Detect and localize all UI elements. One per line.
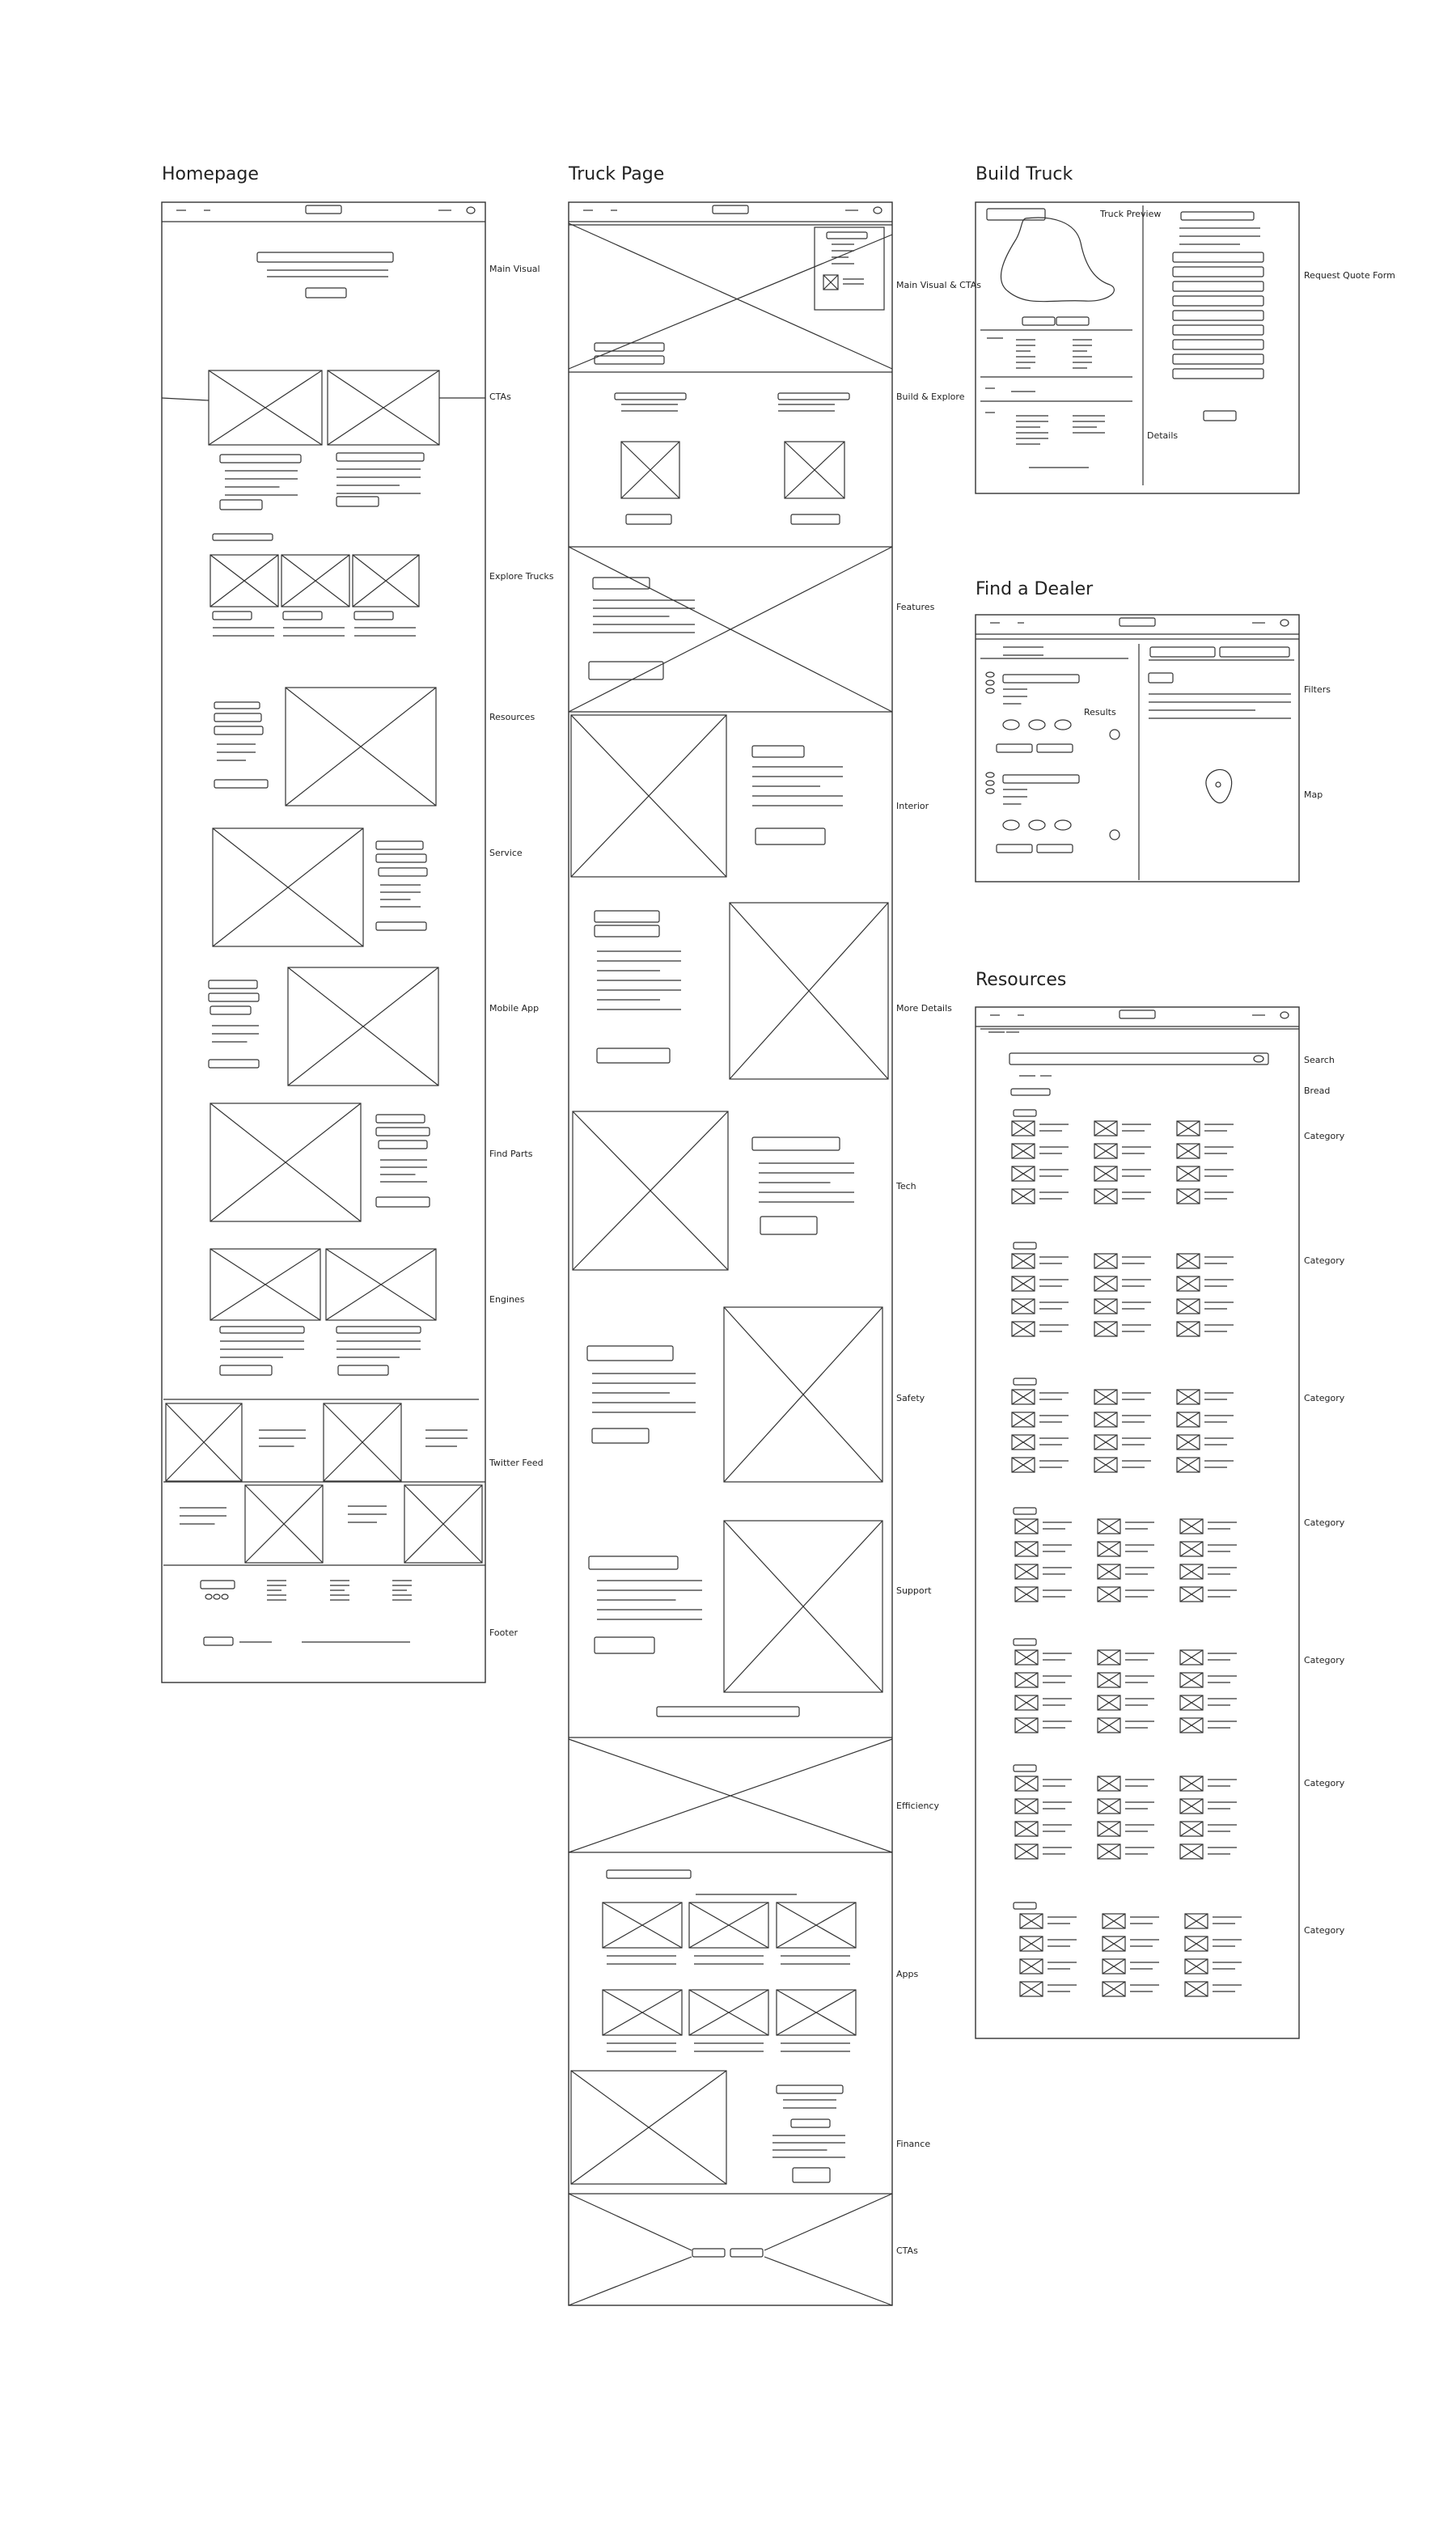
- rs-search-bar: [1009, 1053, 1268, 1064]
- hp-parts-button: [376, 1197, 430, 1207]
- fd-result-badge: [1029, 720, 1045, 730]
- hp-footer-logo: [201, 1581, 235, 1589]
- rs-breadcrumb-current: [1011, 1089, 1050, 1095]
- build-truck-title: Build Truck: [976, 164, 1073, 184]
- bt-form-field: [1173, 267, 1263, 277]
- homepage-title: Homepage: [162, 164, 259, 184]
- tp-label-safety: Safety: [896, 1393, 925, 1403]
- hp-label-mobile-app: Mobile App: [489, 1003, 540, 1014]
- tp-label-ctas: CTAs: [896, 2245, 918, 2256]
- hp-cta-title-2: [336, 453, 424, 461]
- nav-icon: [874, 207, 882, 214]
- hp-label-ctas: CTAs: [489, 392, 511, 402]
- tp-hero-button-2: [595, 356, 664, 364]
- fd-filter-1: [1150, 647, 1215, 657]
- fd-filter-tag: [1149, 673, 1173, 683]
- fd-result-badge: [1029, 820, 1045, 830]
- nav-icon: [1280, 1012, 1289, 1018]
- tp-cta-button-1: [692, 2249, 725, 2257]
- hp-engine-button-2: [338, 1365, 388, 1375]
- tp-explore-button: [791, 514, 840, 524]
- nav-logo: [1120, 1010, 1155, 1018]
- hp-label-service: Service: [489, 848, 523, 858]
- hp-label-resources: Resources: [489, 712, 535, 722]
- hp-service-tag-2: [376, 854, 426, 862]
- hp-label-explore-trucks: Explore Trucks: [489, 571, 554, 582]
- rs-label-category-2: Category: [1304, 1255, 1345, 1266]
- rs-category-heading: [1014, 1110, 1036, 1116]
- hp-cta-title-1: [220, 455, 301, 463]
- hp-label-engines: Engines: [489, 1294, 525, 1305]
- fd-result-pin: [1110, 830, 1120, 840]
- tp-apps-heading: [607, 1870, 691, 1878]
- hp-app-tag-2: [209, 993, 259, 1001]
- tp-label-tech: Tech: [896, 1181, 916, 1191]
- tp-safety-button: [592, 1428, 649, 1443]
- fd-result-icon: [986, 680, 994, 685]
- bt-form-field: [1173, 325, 1263, 335]
- bt-form-field: [1173, 281, 1263, 291]
- bt-option-1: [1022, 317, 1055, 325]
- tp-cta-curve: [764, 2257, 892, 2305]
- bt-form-field: [1173, 369, 1263, 379]
- tp-label-features: Features: [896, 602, 935, 612]
- tp-build-heading: [615, 393, 686, 400]
- fd-result-icon: [986, 688, 994, 693]
- rs-label-category-4: Category: [1304, 1517, 1345, 1528]
- bt-truck-preview-sketch: [1001, 218, 1114, 302]
- nav-icon: [1280, 620, 1289, 626]
- bt-form-field: [1173, 252, 1263, 262]
- hp-app-tag-1: [209, 980, 257, 988]
- hp-engine-button-1: [220, 1365, 272, 1375]
- rs-label-category-5: Category: [1304, 1655, 1345, 1666]
- hp-app-tag-3: [210, 1006, 251, 1014]
- hp-resources-tag-3: [214, 726, 263, 734]
- bt-label-truck-preview: Truck Preview: [1100, 209, 1162, 219]
- tp-label-support: Support: [896, 1585, 932, 1596]
- tp-safety-heading: [587, 1346, 673, 1361]
- fd-result-icon: [986, 672, 994, 677]
- tp-finance-tag: [791, 2119, 830, 2127]
- hp-truck-label-1: [213, 612, 252, 620]
- hp-service-tag-3: [379, 868, 427, 876]
- rs-search-icon: [1254, 1056, 1263, 1062]
- hp-resources-tag-2: [214, 713, 261, 722]
- fd-result-badge: [1055, 720, 1071, 730]
- tp-label-more-details: More Details: [896, 1003, 952, 1014]
- rs-label-bread: Bread: [1304, 1086, 1331, 1096]
- bt-label-details: Details: [1147, 430, 1179, 441]
- hp-label-footer: Footer: [489, 1627, 518, 1638]
- rs-category-heading: [1014, 1903, 1036, 1909]
- fd-result-button-1: [997, 844, 1032, 853]
- tp-finance-heading: [777, 2085, 843, 2093]
- rs-category-heading: [1014, 1765, 1036, 1771]
- fd-result-badge: [1003, 820, 1019, 830]
- bt-form-field: [1173, 340, 1263, 349]
- fd-result-badge: [1003, 720, 1019, 730]
- bt-logo: [987, 209, 1045, 220]
- hp-cta-button-2: [336, 497, 379, 506]
- tp-label-main-visual-ctas: Main Visual & CTAs: [896, 280, 981, 290]
- nav-icon: [467, 207, 475, 214]
- tp-details-heading-1: [595, 911, 659, 922]
- nav-logo: [1120, 618, 1155, 626]
- hp-parts-tag-2: [376, 1128, 430, 1136]
- fd-filter-2: [1220, 647, 1289, 657]
- tp-label-build-explore: Build & Explore: [896, 392, 965, 402]
- tp-cta-curve: [569, 2257, 692, 2305]
- bt-form-field: [1173, 311, 1263, 320]
- rs-label-category-3: Category: [1304, 1393, 1345, 1403]
- hp-footer-social-icon: [205, 1594, 212, 1599]
- hp-resources-tag-1: [214, 702, 260, 709]
- bt-label-request-quote-form: Request Quote Form: [1304, 270, 1395, 281]
- bt-form-field: [1173, 296, 1263, 306]
- hp-label-main-visual: Main Visual: [489, 264, 540, 274]
- tp-details-button: [597, 1048, 670, 1063]
- tp-support-heading: [589, 1556, 678, 1569]
- tp-support-button: [595, 1637, 654, 1653]
- fd-result-button-2: [1037, 744, 1073, 752]
- fd-result-button-2: [1037, 844, 1073, 853]
- rs-label-category-1: Category: [1304, 1131, 1345, 1141]
- hp-parts-tag-1: [376, 1115, 425, 1123]
- hp-parts-tag-3: [379, 1141, 427, 1149]
- hp-footer-social-icon: [222, 1594, 228, 1599]
- tp-details-heading-2: [595, 925, 659, 937]
- fd-result-icon: [986, 789, 994, 794]
- hp-engine-title-2: [336, 1327, 421, 1333]
- nav-logo: [306, 205, 341, 214]
- fd-result-icon: [986, 772, 994, 777]
- hp-explore-heading: [213, 534, 273, 540]
- hp-hero-button: [306, 288, 346, 298]
- hp-resources-button: [214, 780, 268, 788]
- hp-footer-copyright: [204, 1637, 233, 1645]
- tp-label-apps: Apps: [896, 1969, 919, 1979]
- resources-title: Resources: [976, 970, 1067, 990]
- tp-tech-heading: [752, 1137, 840, 1150]
- tp-label-efficiency: Efficiency: [896, 1801, 939, 1811]
- tp-build-button: [626, 514, 671, 524]
- find-dealer-title: Find a Dealer: [976, 579, 1094, 599]
- fd-result-title: [1003, 675, 1079, 683]
- rs-category-heading: [1014, 1378, 1036, 1385]
- tp-explore-heading: [778, 393, 849, 400]
- hp-cta-button-1: [220, 500, 262, 510]
- tp-label-interior: Interior: [896, 801, 929, 811]
- bt-option-2: [1056, 317, 1089, 325]
- rs-category-heading: [1014, 1639, 1036, 1645]
- bt-form-field: [1173, 354, 1263, 364]
- tp-hero-panel: [815, 227, 884, 310]
- fd-label-map: Map: [1304, 789, 1323, 800]
- fd-map-pin: [1206, 769, 1232, 802]
- fd-label-filters: Filters: [1304, 684, 1331, 695]
- tp-features-button: [589, 662, 663, 679]
- bt-form-heading: [1181, 212, 1254, 220]
- truck-page-title: Truck Page: [569, 164, 665, 184]
- hp-cta-connector: [162, 398, 209, 400]
- rs-label-search: Search: [1304, 1055, 1335, 1065]
- tp-interior-button: [756, 828, 825, 844]
- hp-service-tag-1: [376, 841, 423, 849]
- tp-interior-heading: [752, 746, 804, 757]
- hp-service-button: [376, 922, 426, 930]
- build-truck-frame: [976, 202, 1299, 493]
- tp-hero-cross: [569, 235, 892, 369]
- tp-finance-button: [793, 2168, 830, 2182]
- tp-cta-curve: [569, 2194, 692, 2250]
- bt-submit-button: [1204, 411, 1236, 421]
- fd-result-pin: [1110, 730, 1120, 739]
- tp-panel-title: [827, 232, 867, 239]
- rs-label-category-6: Category: [1304, 1778, 1345, 1788]
- fd-map-pin-center: [1216, 782, 1221, 787]
- tp-cta-button-2: [730, 2249, 763, 2257]
- hp-label-find-parts: Find Parts: [489, 1149, 533, 1159]
- tp-efficiency-heading: [657, 1707, 799, 1716]
- rs-category-heading: [1014, 1508, 1036, 1514]
- hp-truck-label-2: [283, 612, 322, 620]
- hp-label-twitter-feed: Twitter Feed: [489, 1458, 544, 1468]
- fd-result-badge: [1055, 820, 1071, 830]
- fd-result-button-1: [997, 744, 1032, 752]
- fd-label-results: Results: [1084, 707, 1116, 717]
- hp-truck-label-3: [354, 612, 393, 620]
- rs-label-category-7: Category: [1304, 1925, 1345, 1936]
- fd-result-icon: [986, 781, 994, 785]
- fd-result-title: [1003, 775, 1079, 783]
- tp-hero-cross: [569, 223, 892, 369]
- hp-hero-heading: [257, 252, 393, 262]
- nav-logo: [713, 205, 748, 214]
- hp-engine-title-1: [220, 1327, 304, 1333]
- hp-app-button: [209, 1060, 259, 1068]
- hp-footer-social-icon: [214, 1594, 220, 1599]
- rs-category-heading: [1014, 1242, 1036, 1249]
- tp-label-finance: Finance: [896, 2139, 931, 2149]
- tp-tech-button: [760, 1217, 817, 1234]
- tp-cta-curve: [764, 2194, 892, 2250]
